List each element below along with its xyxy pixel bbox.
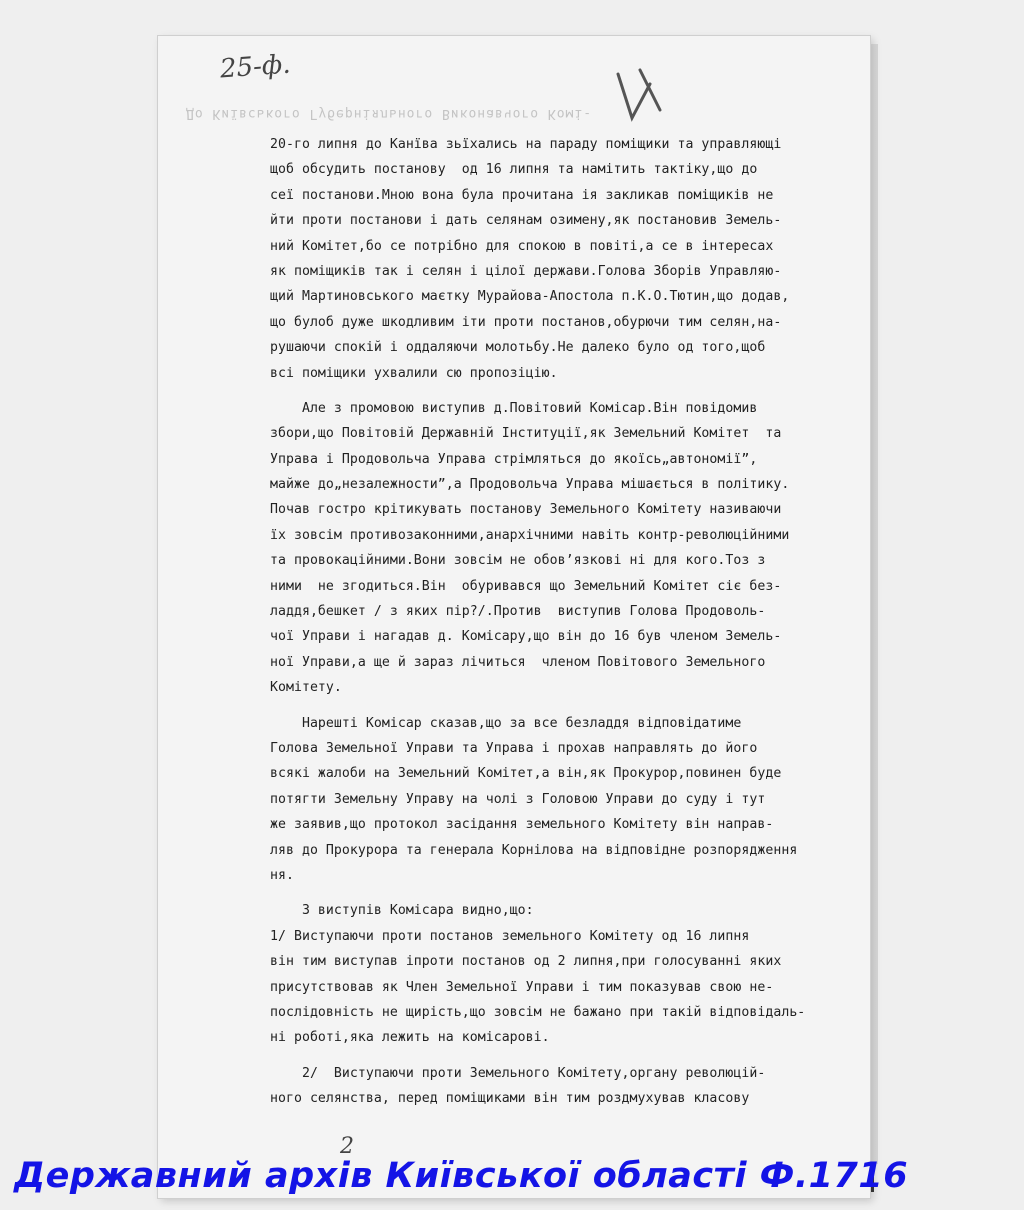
pencil-mark-icon — [610, 66, 670, 126]
paragraph-gap — [270, 1051, 875, 1061]
archive-number-annotation: 25-ф. — [219, 49, 292, 85]
text-line: Нарешті Комісар сказав,що за все безладдя відповідатиме — [270, 715, 742, 731]
text-line: Почав гостро крітикувать постанову Земельного Комітету називаючи — [270, 502, 782, 518]
text-line: послідовність не щирість,що зовсім не бажано при такій відповідаль- — [270, 1004, 806, 1020]
text-line: як поміщиків так і селян і цілої держави.Голова Зборів Управляю- — [270, 263, 782, 279]
paragraph — [270, 396, 875, 701]
text-line: Комітету. — [270, 680, 342, 696]
paragraph-gap — [270, 888, 875, 898]
document-body — [270, 132, 875, 1111]
text-line: Голова Земельної Управи та Управа і прохав направлять до його — [270, 740, 758, 756]
paragraph — [270, 132, 875, 386]
text-line: Управа і Продовольча Управа стрімляться до якоїсь„автономії”, — [270, 451, 758, 467]
text-line: збори,що Повітовій Державній Інституції,як Земельний Комітет та — [270, 426, 782, 442]
text-line: З виступів Комісара видно,що: — [270, 903, 534, 919]
paragraph — [270, 1061, 875, 1112]
text-line: сеї постанови.Мною вона була прочитана ія закликав поміщиків не — [270, 187, 774, 203]
paragraph-gap — [270, 386, 875, 396]
text-line: ляв до Прокурора та генерала Корнілова на відповідне розпорядження — [270, 842, 798, 858]
archive-caption: Державний архів Київської області Ф.1716 — [14, 1156, 909, 1196]
bleed-through-text: До Київського Губерніяльного Виконавчого Комі- — [186, 106, 593, 121]
text-line: же заявив,що протокол засідання земельного Комітету він направ- — [270, 817, 774, 833]
text-line: 20-го липня до Канїва зьїхались на параду поміщики та управляющі — [270, 137, 782, 152]
text-line: що булоб дуже шкодливим іти проти постанов,обурючи тим селян,на- — [270, 314, 782, 330]
text-line: чої Управи і нагадав д. Комісару,що він до 16 був членом Земель- — [270, 629, 782, 645]
text-line: 1/ Виступаючи проти постанов земельного Комітету од 16 липня — [270, 928, 750, 944]
text-line: 2/ Виступаючи проти Земельного Комітету,органу революцій- — [270, 1065, 766, 1081]
text-line: ня. — [270, 867, 294, 883]
text-line: Але з промовою виступив д.Повітовий Комісар.Він повідомив — [270, 400, 758, 416]
text-line: він тим виступав іпроти постанов од 2 липня,при голосуванні яких — [270, 954, 782, 970]
text-line: йти проти постанови і дать селянам озимену,як постановив Земель- — [270, 213, 782, 229]
text-line: та провокаційними.Вони зовсім не обов’язкові ні для кого.Тоз з — [270, 553, 766, 569]
text-line: присутствовав як Член Земельної Управи і тим показував свою не- — [270, 979, 774, 995]
text-line: всі поміщики ухвалили сю пропозіцію. — [270, 365, 558, 381]
page-number-annotation: 2 — [340, 1134, 354, 1159]
paragraph — [270, 898, 875, 1050]
text-line: майже до„незалежности”,а Продовольча Управа мішається в політику. — [270, 477, 790, 493]
paragraph-gap — [270, 701, 875, 711]
paragraph — [270, 711, 875, 889]
text-line: потягти Земельну Управу на чолі з Головою Управи до суду і тут — [270, 791, 766, 807]
text-line: ної Управи,а ще й зараз лічиться членом Повітового Земельного — [270, 654, 766, 670]
text-line: щий Мартиновського маєтку Мурайова-Апостола п.К.О.Тютин,що додав, — [270, 289, 790, 305]
text-line: ного селянства, перед поміщиками він тим роздмухував класову — [270, 1091, 750, 1107]
text-line: їх зовсім противозаконними,анархічними навіть контр-революційними — [270, 527, 790, 543]
text-line: рушаючи спокій і оддаляючи молотьбу.Не далеко було од того,щоб — [270, 340, 766, 356]
text-line: всякі жалоби на Земельний Комітет,а він,як Прокурор,повинен буде — [270, 766, 782, 782]
text-line: ними не згодиться.Він обуривався що Земельний Комітет сіє без- — [270, 578, 782, 594]
text-line: ладдя,бешкет / з яких пір?/.Против виступив Голова Продоволь- — [270, 604, 766, 620]
text-line: ні роботі,яка лежить на комісарові. — [270, 1030, 550, 1046]
text-line: ний Комітет,бо се потрібно для спокою в повіті,а се в інтересах — [270, 238, 774, 254]
text-line: щоб обсудить постанову од 16 липня та намітить тактіку,що до — [270, 162, 758, 178]
